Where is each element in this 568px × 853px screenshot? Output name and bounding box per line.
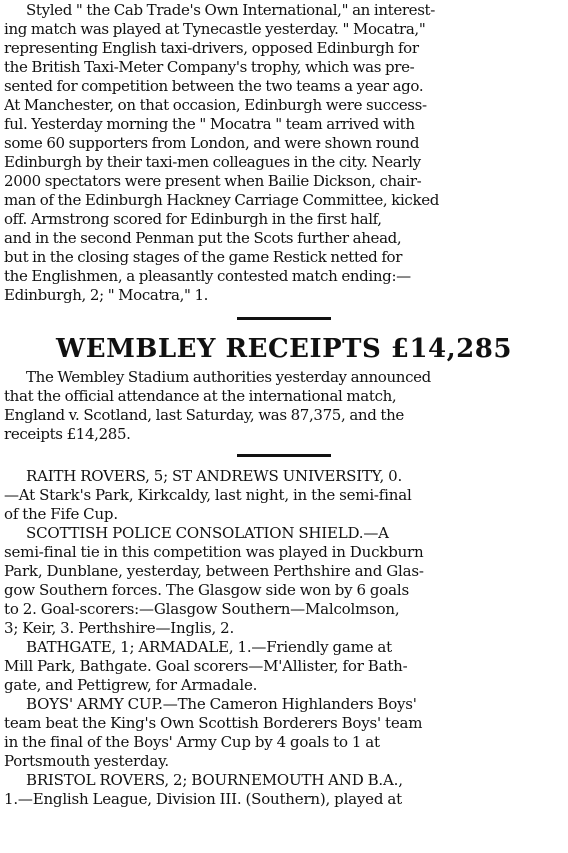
article-line: man of the Edinburgh Hackney Carriage Committee, kicked	[4, 191, 439, 209]
brief-line: Park, Dunblane, yesterday, between Perthshire and Glas-	[4, 562, 424, 580]
brief-line: SCOTTISH POLICE CONSOLATION SHIELD.—A	[26, 524, 389, 542]
article-line: Edinburgh, 2; " Mocatra," 1.	[4, 286, 209, 304]
article-line: the British Taxi-Meter Company's trophy, which was pre-	[4, 58, 415, 76]
brief-line: Mill Park, Bathgate. Goal scorers—M'Allister, for Bath-	[4, 657, 408, 675]
brief-line: BOYS' ARMY CUP.—The Cameron Highlanders Boys'	[26, 695, 417, 713]
brief-line: to 2. Goal-scorers:—Glasgow Southern—Malcolmson,	[4, 600, 400, 618]
article-line: but in the closing stages of the game Restick netted for	[4, 248, 403, 266]
column-rule	[237, 454, 331, 457]
brief-line: in the final of the Boys' Army Cup by 4 goals to 1 at	[4, 733, 380, 751]
article-cab-trade	[4, 1, 564, 305]
article-line: that the official attendance at the international match,	[4, 387, 397, 405]
article-line: sented for competition between the two teams a year ago.	[4, 77, 424, 95]
brief-line: RAITH ROVERS, 5; ST ANDREWS UNIVERSITY, 0.	[26, 467, 403, 485]
brief-bathgate	[4, 638, 564, 695]
article-line: At Manchester, on that occasion, Edinburgh were success-	[4, 96, 427, 114]
brief-bristol-rovers	[4, 771, 564, 809]
article-line: the Englishmen, a pleasantly contested match ending:—	[4, 267, 411, 285]
brief-line: Portsmouth yesterday.	[4, 752, 170, 770]
newspaper-clipping	[4, 0, 564, 853]
brief-line: of the Fife Cup.	[4, 505, 118, 523]
brief-line: 3; Keir, 3. Perthshire—Inglis, 2.	[4, 619, 235, 637]
article-line: ful. Yesterday morning the " Mocatra " team arrived with	[4, 115, 415, 133]
article-line: The Wembley Stadium authorities yesterday announced	[26, 368, 431, 386]
column-rule	[237, 317, 331, 320]
brief-line: 1.—English League, Division III. (Southern), played at	[4, 790, 402, 808]
brief-line: semi-final tie in this competition was played in Duckburn	[4, 543, 424, 561]
article-line: off. Armstrong scored for Edinburgh in the first half,	[4, 210, 382, 228]
article-line: Edinburgh by their taxi-men colleagues in the city. Nearly	[4, 153, 421, 171]
brief-line: gate, and Pettigrew, for Armadale.	[4, 676, 258, 694]
article-line: some 60 supporters from London, and were shown round	[4, 134, 420, 152]
brief-line: gow Southern forces. The Glasgow side won by 6 goals	[4, 581, 409, 599]
brief-line: —At Stark's Park, Kirkcaldy, last night, in the semi-final	[4, 486, 412, 504]
brief-boys-army-cup	[4, 695, 564, 771]
brief-line: BATHGATE, 1; ARMADALE, 1.—Friendly game at	[26, 638, 392, 656]
brief-raith-rovers	[4, 467, 564, 524]
brief-line: BRISTOL ROVERS, 2; BOURNEMOUTH AND B.A.,	[26, 771, 403, 789]
article-line: receipts £14,285.	[4, 425, 131, 443]
article-line: Styled " the Cab Trade's Own International," an interest-	[26, 1, 435, 19]
brief-police-shield	[4, 524, 564, 638]
article-line: representing English taxi-drivers, opposed Edinburgh for	[4, 39, 419, 57]
article-wembley	[4, 368, 564, 444]
article-line: England v. Scotland, last Saturday, was 87,375, and the	[4, 406, 404, 424]
article-line: and in the second Penman put the Scots further ahead,	[4, 229, 402, 247]
article-line: 2000 spectators were present when Bailie Dickson, chair-	[4, 172, 422, 190]
headline-wembley-receipts: WEMBLEY RECEIPTS £14,285	[56, 334, 512, 364]
article-line: ing match was played at Tynecastle yesterday. " Mocatra,"	[4, 20, 426, 38]
brief-line: team beat the King's Own Scottish Borderers Boys' team	[4, 714, 423, 732]
